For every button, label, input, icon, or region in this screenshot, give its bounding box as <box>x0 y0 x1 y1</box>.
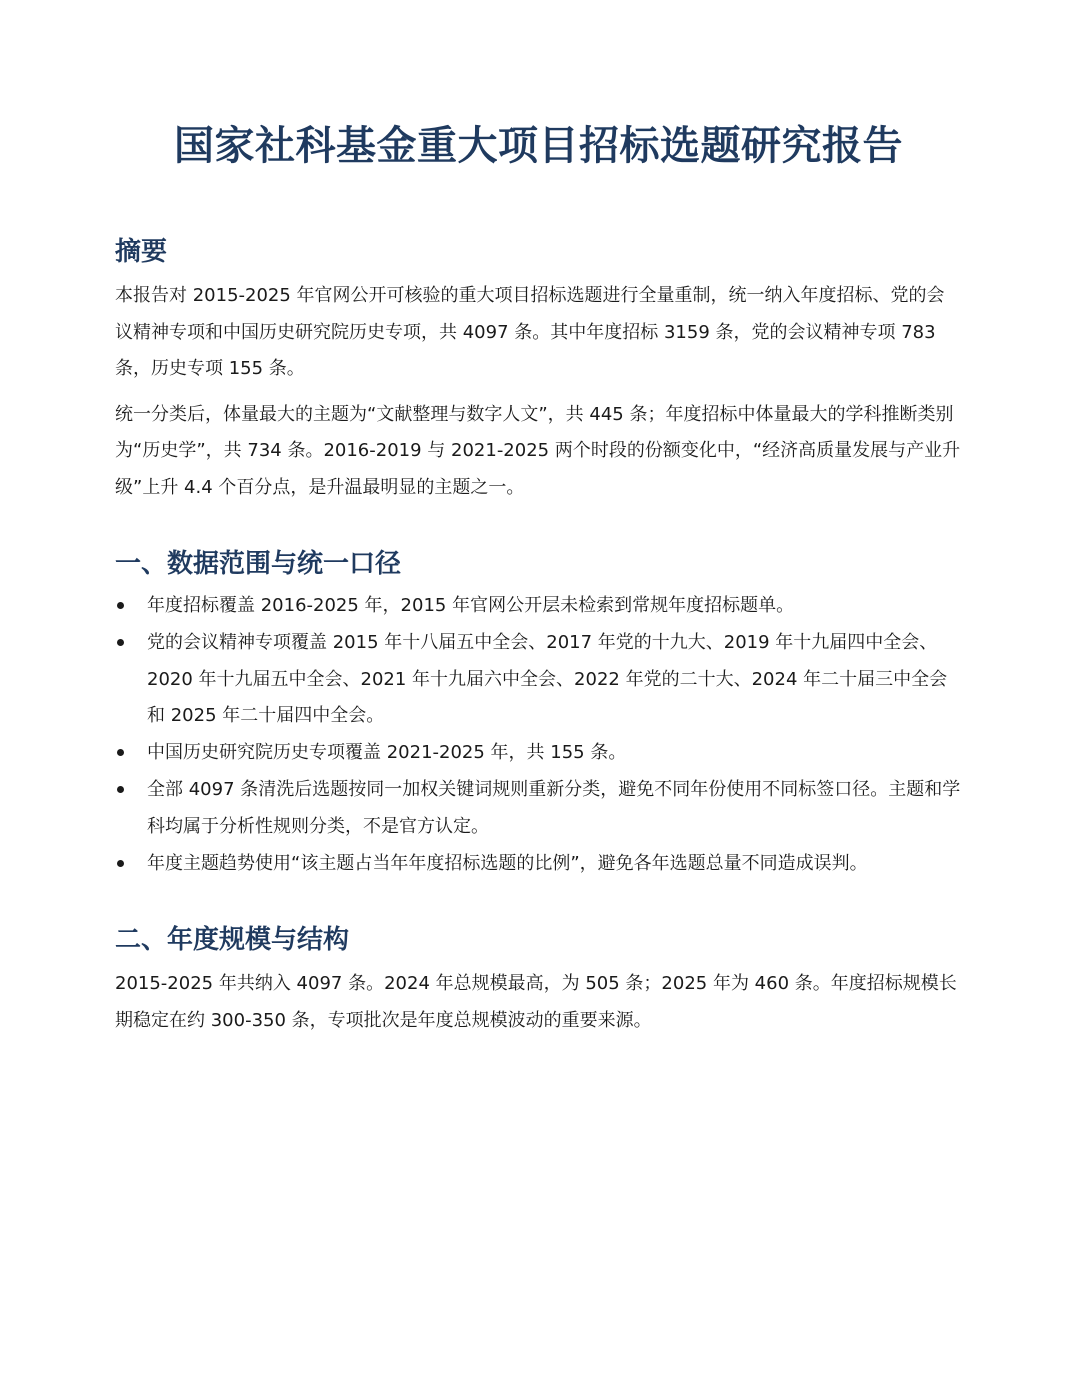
scale-paragraph-1: 2015-2025 年共纳入 4097 条。2024 年总规模最高，为 505 条；2025 年为 460 条。年度招标规模长期稳定在约 300-350 条，专项批次是年度总规模波动的重要来源。 <box>115 973 957 1031</box>
bullet-icon <box>117 602 124 609</box>
abstract-heading: 摘要 <box>115 237 168 267</box>
bullet-icon <box>117 639 124 646</box>
scope-section <box>115 546 962 882</box>
abstract-section <box>115 234 962 506</box>
bullet-icon <box>117 860 124 867</box>
scope-heading: 一、数据范围与统一口径 <box>115 549 402 579</box>
list-item <box>115 846 962 883</box>
scale-heading: 二、年度规模与结构 <box>115 925 350 955</box>
scope-list <box>115 588 962 882</box>
bullet-icon <box>117 786 124 793</box>
list-item-text: 年度主题趋势使用“该主题占当年年度招标选题的比例”，避免各年选题总量不同造成误判。 <box>147 852 868 874</box>
list-item-text: 全部 4097 条清洗后选题按同一加权关键词规则重新分类，避免不同年份使用不同标签口径。主题和学科均属于分析性规则分类，不是官方认定。 <box>147 779 961 837</box>
list-item <box>115 625 962 735</box>
list-item-text: 年度招标覆盖 2016-2025 年，2015 年官网公开层未检索到常规年度招标题单。 <box>147 595 795 616</box>
abstract-paragraph-1: 本报告对 2015-2025 年官网公开可核验的重大项目招标选题进行全量重制，统一纳入年度招标、党的会议精神专项和中国历史研究院历史专项，共 4097 条。其中年度招标 3159 条，党的会议精神专项 783 条，历史专项 155 条。 <box>115 285 945 379</box>
scale-section <box>115 922 962 1039</box>
list-item <box>115 735 962 772</box>
document-title: 国家社科基金重大项目招标选题研究报告 <box>174 123 903 169</box>
list-item-text: 党的会议精神专项覆盖 2015 年十八届五中全会、2017 年党的十九大、2019 年十九届四中全会、2020 年十九届五中全会、2021 年十九届六中全会、2022 年党的二十大、2024 年二十届三中全会和 2025 年二十届四中全会。 <box>147 632 948 726</box>
list-item <box>115 588 962 625</box>
list-item <box>115 772 962 845</box>
bullet-icon <box>117 749 124 756</box>
abstract-paragraph-2: 统一分类后，体量最大的主题为“文献整理与数字人文”，共 445 条；年度招标中体量最大的学科推断类别为“历史学”，共 734 条。2016-2019 与 2021-2025 两个时段的份额变化中，“经济高质量发展与产业升级”上升 4.4 个百分点，是升温最明显的主题之一。 <box>115 403 961 498</box>
list-item-text: 中国历史研究院历史专项覆盖 2021-2025 年，共 155 条。 <box>147 742 627 763</box>
